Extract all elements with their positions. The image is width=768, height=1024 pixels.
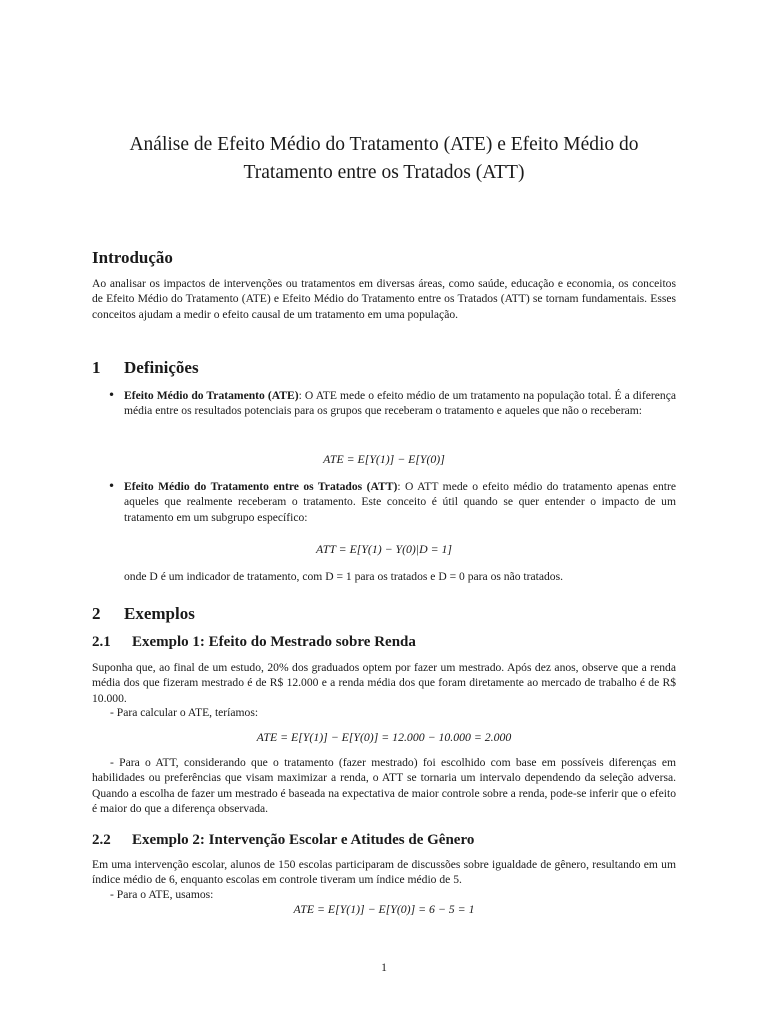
section-1-title: Definições [124,358,199,377]
section-2-number: 2 [92,604,101,623]
bullet-icon: • [108,479,116,493]
example-1-att-paragraph: - Para o ATT, considerando que o tratamento (fazer mestrado) foi escolhido com base em possíveis diferenças em habilidades ou preferências que visam maximizar a renda, o ATT se tornaria um intervalo dependendo da seleção adversa. Quando a escolha de fazer um mestrado é baseada na expectativa de maior controle sobre a renda, pode-se inferir que o efeito é maior do que a diferença observada. [92,756,676,815]
att-note: onde D é um indicador de tratamento, com D = 1 para os tratados e D = 0 para os não tratados. [124,570,564,583]
example-2-ate-intro: - Para o ATE, usamos: [110,888,214,901]
bullet-icon: • [108,388,116,402]
example-2-equation: ATE = E[Y(1)] − E[Y(0)] = 6 − 5 = 1 [293,902,475,916]
subsection-2-1-heading [92,634,416,651]
ate-description: : O ATE mede o efeito médio de um tratamento na população total. É a diferença média entre os resultados potenciais para os grupos que receberam o tratamento e aqueles que não o receberam: [124,389,676,418]
example-1-equation: ATE = E[Y(1)] − E[Y(0)] = 12.000 − 10.000 = 2.000 [256,730,512,744]
ate-equation: ATE = E[Y(1)] − E[Y(0)] [323,452,445,466]
subsection-2-1-number: 2.1 [92,634,111,650]
section-2-title: Exemplos [124,604,195,623]
subsection-2-2-title: Exemplo 2: Intervenção Escolar e Atitudes de Gênero [132,832,475,848]
section-1-number: 1 [92,358,101,377]
att-description: : O ATT mede o efeito médio do tratamento apenas entre aqueles que realmente receberam o tratamento. Este conceito é útil quando se quer entender o impacto de um tratamento em um subgrupo específico: [124,480,676,524]
intro-heading: Introdução [92,248,173,267]
subsection-2-1-title: Exemplo 1: Efeito do Mestrado sobre Renda [132,634,416,650]
title-line-1: Análise de Efeito Médio do Tratamento (ATE) e Efeito Médio do [129,134,639,155]
example-1-paragraph: Suponha que, ao final de um estudo, 20% dos graduados optem por fazer um mestrado. Após dez anos, observe que a renda média dos que fizeram mestrado é de R$ 12.000 e a renda média dos que foram diretamente ao mercado de trabalho é de R$ 10.000. [92,661,676,705]
section-1-heading [92,358,199,378]
subsection-2-2-heading [92,832,474,849]
section-2-heading [92,604,195,624]
subsection-2-2-number: 2.2 [92,832,111,848]
att-equation: ATT = E[Y(1) − Y(0)|D = 1] [316,542,452,556]
att-term: Efeito Médio do Tratamento entre os Tratados (ATT) [124,480,398,493]
title-line-2: Tratamento entre os Tratados (ATT) [243,162,525,183]
document-title [92,131,676,187]
example-1-ate-intro: - Para calcular o ATE, teríamos: [110,706,259,719]
ate-term: Efeito Médio do Tratamento (ATE) [124,389,299,402]
intro-paragraph: Ao analisar os impactos de intervenções ou tratamentos em diversas áreas, como saúde, educação e economia, os conceitos de Efeito Médio do Tratamento (ATE) e Efeito Médio do Tratamento entre os Tratados (ATT) se tornam fundamentais. Esses conceitos ajudam a medir o efeito causal de um tratamento em uma população. [92,277,676,321]
example-2-paragraph: Em uma intervenção escolar, alunos de 150 escolas participaram de discussões sobre igualdade de gênero, resultando em um índice médio de 6, enquanto escolas em controle tiveram um índice médio de 5. [92,858,676,887]
page-number: 1 [381,961,387,974]
